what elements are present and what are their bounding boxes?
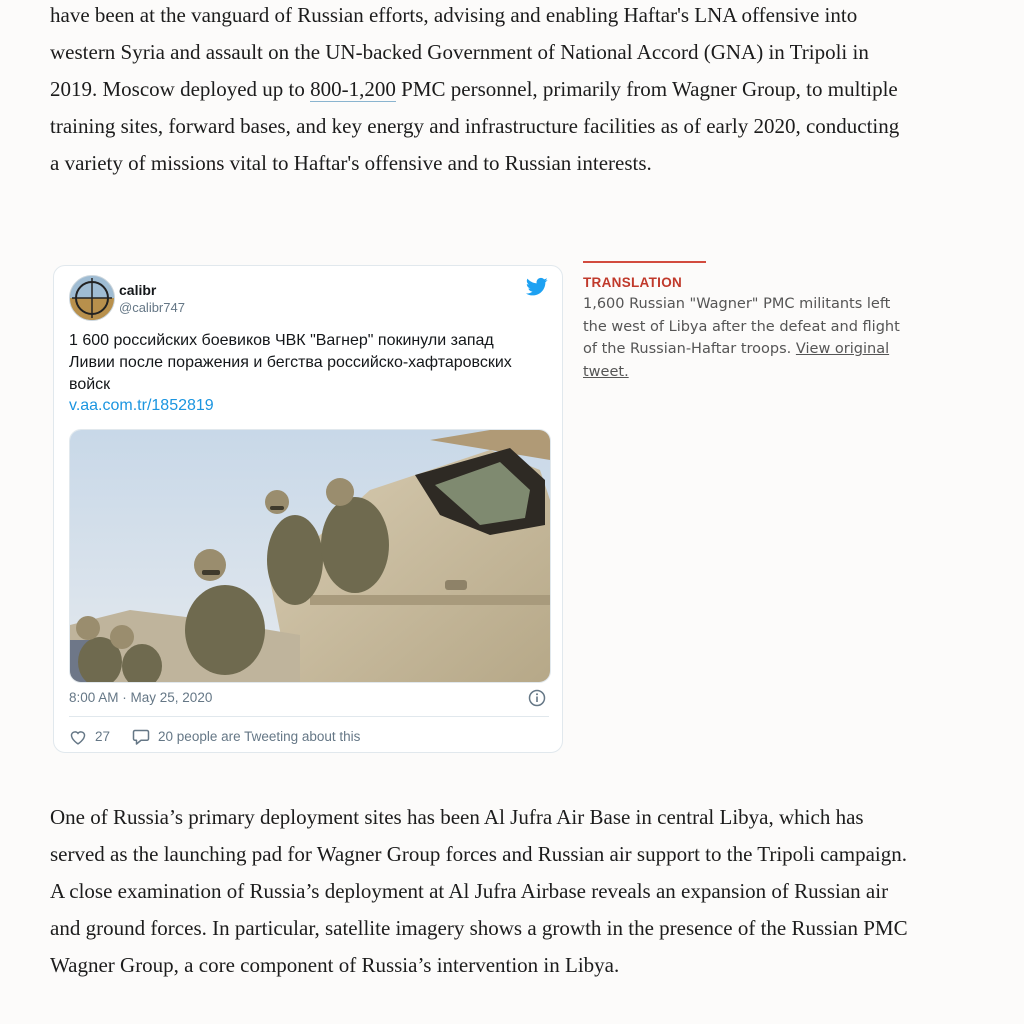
tweet-actions (69, 728, 360, 745)
reply-bubble-icon (132, 728, 150, 745)
paragraph-text: PMC personnel, primarily from Wagner Group, to multiple training sites, forward bases, and key energy and infrastructure facilities as of early 2020, conducting a variety of missions vital to Haftar's offensive and to Russian interests. (50, 77, 900, 175)
tweet-author-handle[interactable]: @calibr747 (119, 300, 185, 315)
avatar[interactable] (69, 275, 115, 321)
view-original-tweet-link[interactable]: View original tweet. (583, 341, 890, 380)
tweet-photo[interactable] (69, 429, 551, 683)
conversation-button[interactable] (132, 728, 360, 745)
article-paragraph: One of Russia’s primary deployment sites has been Al Jufra Air Base in central Libya, which has served as the launching pad for Wagner Group forces and Russian air support to the Tripoli campaign. A close examination of Russia’s deployment at Al Jufra Airbase reveals an expansion of Russian air and ground forces. In particular, satellite imagery shows a growth in the presence of the Russian PMC Wagner Group, a core component of Russia’s intervention in Libya. (50, 805, 908, 977)
heart-icon (69, 729, 87, 745)
sidenote-body (583, 293, 913, 383)
sidenote-rule (583, 261, 706, 263)
like-button[interactable] (69, 729, 110, 745)
embedded-tweet[interactable] (53, 265, 563, 753)
sidenote-text: 1,600 Russian "Wagner" PMC militants left the west of Libya after the defeat and flight of the Russian-Haftar troops. (583, 296, 900, 357)
conversation-text: 20 people are Tweeting about this (158, 729, 361, 744)
tweet-author-name[interactable]: calibr (119, 282, 157, 298)
sidenote-label: TRANSLATION (583, 275, 683, 290)
tweet-timestamp[interactable]: 8:00 AM · May 25, 2020 (69, 690, 213, 705)
personnel-estimate-link[interactable]: 800-1,200 (310, 77, 396, 101)
twitter-bird-icon[interactable] (526, 277, 548, 297)
tweet-url-link[interactable]: v.aa.com.tr/1852819 (69, 397, 214, 414)
like-count: 27 (95, 729, 111, 744)
tweet-text: 1 600 российских боевиков ЧВК "Вагнер" покинули запад Ливии после поражения и бегства российско-хафтаровских войск (69, 332, 512, 393)
paragraph-text: have been at the vanguard of Russian efforts, advising and enabling Haftar's LNA offensive into western Syria and assault on the UN-backed Government of National Accord (GNA) in Tripoli in 2019. Moscow deployed up to (50, 3, 869, 101)
info-icon[interactable] (528, 689, 546, 707)
article-paragraph (50, 0, 910, 182)
tweet-divider (69, 716, 549, 717)
